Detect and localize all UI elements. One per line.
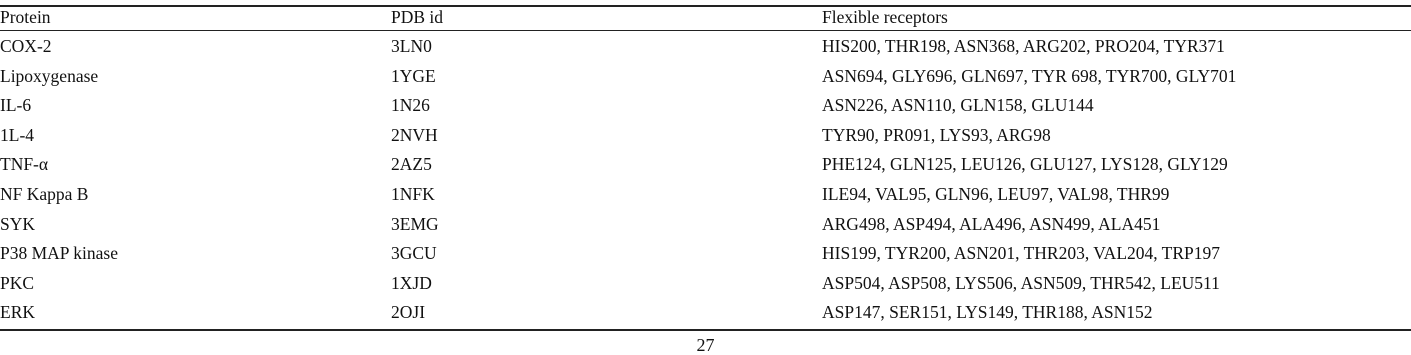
table-row	[0, 180, 1411, 210]
table-row	[0, 239, 1411, 269]
table-row	[0, 91, 1411, 121]
cell-flexible-receptors: ASN694, GLY696, GLN697, TYR 698, TYR700, GLY701	[822, 65, 1237, 86]
cell-protein: NF Kappa B	[0, 184, 89, 205]
header-protein: Protein	[0, 7, 51, 28]
cell-pdb-id: 3LN0	[391, 36, 432, 57]
header-pdb-id: PDB id	[391, 7, 444, 28]
cell-flexible-receptors: ARG498, ASP494, ALA496, ASN499, ALA451	[822, 213, 1161, 234]
table-row	[0, 269, 1411, 299]
cell-pdb-id: 1N26	[391, 95, 430, 116]
cell-flexible-receptors: ASP504, ASP508, LYS506, ASN509, THR542, LEU511	[822, 272, 1220, 293]
page-number: 27	[696, 335, 715, 355]
table-row	[0, 62, 1411, 92]
table-row	[0, 121, 1411, 151]
cell-flexible-receptors: ASN226, ASN110, GLN158, GLU144	[822, 95, 1094, 116]
table-row	[0, 298, 1411, 328]
table-row	[0, 210, 1411, 240]
cell-protein: IL-6	[0, 95, 32, 116]
cell-protein: SYK	[0, 213, 36, 234]
table-row	[0, 150, 1411, 180]
cell-pdb-id: 1NFK	[391, 184, 435, 205]
cell-flexible-receptors: ILE94, VAL95, GLN96, LEU97, VAL98, THR99	[822, 184, 1170, 205]
table-body	[0, 30, 1411, 328]
header-row	[0, 6, 1411, 30]
cell-flexible-receptors: HIS200, THR198, ASN368, ARG202, PRO204, TYR371	[822, 36, 1225, 57]
cell-pdb-id: 2OJI	[391, 302, 426, 323]
header-flexible-receptors: Flexible receptors	[822, 7, 948, 28]
cell-protein: Lipoxygenase	[0, 65, 99, 86]
table-row	[0, 30, 1411, 62]
cell-flexible-receptors: PHE124, GLN125, LEU126, GLU127, LYS128, GLY129	[822, 154, 1228, 175]
cell-pdb-id: 1YGE	[391, 65, 436, 86]
cell-protein: ERK	[0, 302, 35, 323]
cell-protein: PKC	[0, 272, 35, 293]
cell-pdb-id: 3GCU	[391, 243, 437, 264]
cell-protein: 1L-4	[0, 124, 35, 145]
cell-protein: P38 MAP kinase	[0, 243, 118, 264]
cell-flexible-receptors: ASP147, SER151, LYS149, THR188, ASN152	[822, 302, 1153, 323]
cell-pdb-id: 2NVH	[391, 124, 438, 145]
cell-pdb-id: 2AZ5	[391, 154, 432, 175]
cell-flexible-receptors: HIS199, TYR200, ASN201, THR203, VAL204, TRP197	[822, 243, 1221, 264]
cell-pdb-id: 1XJD	[391, 272, 432, 293]
table-header	[0, 6, 1411, 30]
protein-receptor-table	[0, 6, 1411, 328]
cell-pdb-id: 3EMG	[391, 213, 439, 234]
cell-protein: TNF-α	[0, 154, 49, 175]
cell-protein: COX-2	[0, 36, 52, 57]
cell-flexible-receptors: TYR90, PR091, LYS93, ARG98	[822, 124, 1051, 145]
table-bottom-rule	[0, 329, 1411, 331]
